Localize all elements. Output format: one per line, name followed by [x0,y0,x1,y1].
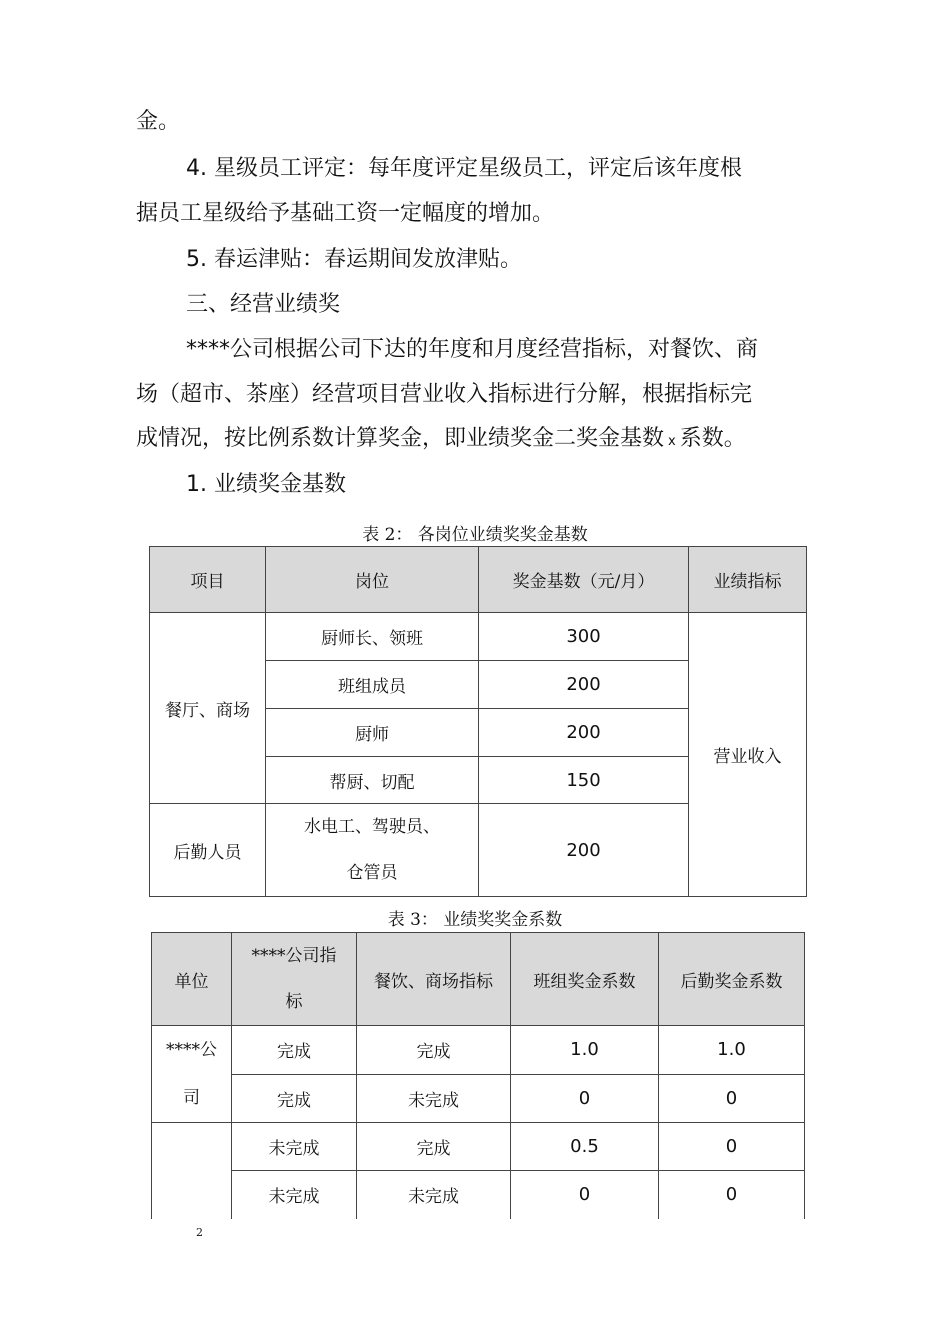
group-cell: 后勤人员 [150,804,266,897]
company-cell: 完成 [232,1074,357,1123]
header-cell: 单位 [152,933,232,1026]
team-coef-cell: 0.5 [511,1123,659,1171]
base-cell: 300 [479,613,689,661]
post-cell: 厨师 [266,709,479,757]
post-cell: 帮厨、切配 [266,757,479,804]
post-line: 仓管员 [346,863,398,883]
header-cell: 餐饮、商场指标 [357,933,511,1026]
paragraph-line: 场（超市、茶座）经营项目营业收入指标进行分解，根据指标完 [136,382,753,407]
base-cell: 200 [479,709,689,757]
paragraph-text: 系数。 [679,426,746,451]
base-cell: 150 [479,757,689,804]
paragraph-line [136,416,826,465]
logistics-coef-cell: 0 [659,1171,805,1219]
logistics-coef-cell: 0 [659,1123,805,1171]
header-line: 标 [285,992,303,1012]
team-coef-cell: 1.0 [511,1026,659,1075]
post-cell [266,804,479,897]
logistics-coef-cell: 1.0 [659,1026,805,1075]
company-cell: 未完成 [232,1171,357,1219]
team-coef-cell: 0 [511,1171,659,1219]
section-heading: 三、经营业绩奖 [186,292,341,317]
header-cell: 业绩指标 [689,547,807,613]
subsection-heading: 1. 业绩奖金基数 [186,472,346,497]
unit-cell [152,1123,232,1219]
logistics-coef-cell: 0 [659,1074,805,1123]
header-cell: 班组奖金系数 [511,933,659,1026]
bonus-coefficient-table [151,932,805,1219]
header-cell [232,933,357,1026]
company-cell: 完成 [232,1026,357,1075]
catering-cell: 完成 [357,1026,511,1075]
post-cell: 班组成员 [266,661,479,709]
post-line: 水电工、驾驶员、 [304,817,440,837]
team-coef-cell: 0 [511,1074,659,1123]
bonus-base-table [149,546,807,897]
multiply-symbol: x [668,434,676,449]
page-number: 2 [196,1226,203,1239]
company-cell: 未完成 [232,1123,357,1171]
header-cell: 项目 [150,547,266,613]
paragraph-line: 5. 春运津贴：春运期间发放津贴。 [186,247,522,272]
paragraph-line: 据员工星级给予基础工资一定幅度的增加。 [136,201,555,226]
paragraph-text: 成情况，按比例系数计算奖金，即业绩奖金二奖金基数 [136,426,665,451]
header-line: ****公司指 [251,946,337,966]
header-cell: 后勤奖金系数 [659,933,805,1026]
header-cell: 岗位 [266,547,479,613]
table3-caption: 表 3： 业绩奖奖金系数 [387,910,563,930]
unit-line: ****公 [166,1040,217,1060]
table2-caption: 表 2： 各岗位业绩奖奖金基数 [362,525,588,545]
paragraph-line: ****公司根据公司下达的年度和月度经营指标，对餐饮、商 [186,337,759,362]
post-cell: 厨师长、领班 [266,613,479,661]
catering-cell: 完成 [357,1123,511,1171]
indicator-cell: 营业收入 [689,613,807,897]
catering-cell: 未完成 [357,1171,511,1219]
paragraph-line: 金。 [136,109,181,134]
header-cell: 奖金基数（元/月） [479,547,689,613]
catering-cell: 未完成 [357,1074,511,1123]
base-cell: 200 [479,804,689,897]
unit-cell [152,1026,232,1123]
group-cell: 餐厅、商场 [150,613,266,804]
paragraph-line: 4. 星级员工评定：每年度评定星级员工，评定后该年度根 [186,156,742,181]
unit-line: 司 [183,1088,200,1108]
base-cell: 200 [479,661,689,709]
